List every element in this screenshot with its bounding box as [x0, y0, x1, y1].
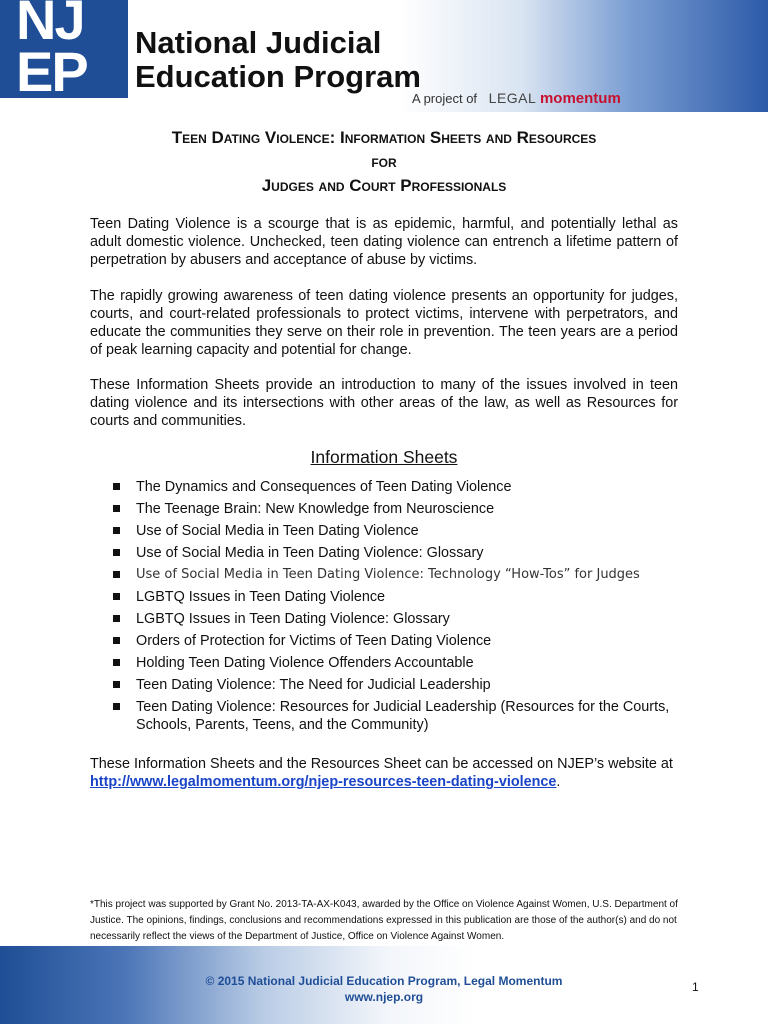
bullet-icon: [113, 703, 120, 710]
resources-link[interactable]: http://www.legalmomentum.org/njep-resources-teen-dating-violence: [90, 774, 557, 790]
list-item: [110, 632, 690, 650]
footer-website: www.njep.org: [344, 990, 424, 1004]
page-header: [0, 0, 768, 112]
logo-line-1: NJ: [16, 0, 84, 51]
list-item-text: Holding Teen Dating Violence Offenders Accountable: [136, 655, 474, 671]
list-item-text: Teen Dating Violence: The Need for Judicial Leadership: [136, 677, 491, 693]
list-item: [110, 566, 690, 584]
bullet-icon: [113, 527, 120, 534]
access-paragraph: [90, 755, 678, 791]
org-name-line-1: National Judicial: [135, 25, 382, 60]
logo-letters: [16, 0, 87, 98]
access-text: These Information Sheets and the Resources Sheet can be accessed on NJEP’s website at: [90, 756, 673, 772]
list-item-text: LGBTQ Issues in Teen Dating Violence: Glossary: [136, 611, 450, 627]
document-title: [60, 126, 708, 198]
copyright-text: © 2015 National Judicial Education Program, Legal Momentum: [205, 974, 563, 988]
information-sheets-heading: Information Sheets: [310, 447, 458, 467]
list-item-text: LGBTQ Issues in Teen Dating Violence: [136, 589, 386, 605]
project-prefix: A project of: [412, 91, 478, 106]
list-item-text: Use of Social Media in Teen Dating Violence: Glossary: [136, 545, 484, 561]
intro-paragraph-2: The rapidly growing awareness of teen dating violence presents an opportunity for judges, courts, and court-related professionals to protect victims, intervene with perpetrators, and educate the communities they serve on their role in prevention. The teen years are a period of peak learning capacity and potential for change.: [90, 288, 678, 358]
bullet-icon: [113, 637, 120, 644]
grant-footnote: *This project was supported by Grant No. 2013-TA-AX-K043, awarded by the Office on Violence Against Women, U.S. Department of Justice. The opinions, findings, conclusions and recommendations expressed in this publication are those of the author(s) and do not necessarily reflect the views of the Department of Justice, Office on Violence Against Women.: [90, 899, 678, 942]
list-item-text: Use of Social Media in Teen Dating Violence: Technology “How-Tos” for Judges: [136, 567, 640, 582]
title-line-2: for: [371, 152, 397, 171]
bullet-icon: [113, 615, 120, 622]
bullet-icon: [113, 593, 120, 600]
bullet-icon: [113, 659, 120, 666]
information-sheets-list: [110, 478, 690, 738]
bullet-icon: [113, 483, 120, 490]
legal-momentum-logo-momentum: momentum: [539, 90, 621, 107]
bullet-icon: [113, 549, 120, 556]
list-item-text: Teen Dating Violence: Resources for Judicial Leadership (Resources for the Courts, Schools, Parents, Teens, and the Community): [136, 699, 670, 733]
list-item: [110, 500, 690, 518]
list-item: [110, 610, 690, 628]
list-item-text: Use of Social Media in Teen Dating Violence: [136, 523, 419, 539]
list-item-text: The Dynamics and Consequences of Teen Dating Violence: [136, 479, 512, 495]
list-item: [110, 654, 690, 672]
njep-logo: [0, 0, 128, 98]
footer-copyright: [0, 973, 768, 1005]
page-number: 1: [692, 980, 699, 994]
list-item-text: Orders of Protection for Victims of Teen Dating Violence: [136, 633, 492, 649]
list-item: [110, 698, 690, 734]
list-item: [110, 588, 690, 606]
list-item-text: The Teenage Brain: New Knowledge from Neuroscience: [136, 501, 495, 517]
list-item: [110, 676, 690, 694]
intro-paragraph-1: Teen Dating Violence is a scourge that is as epidemic, harmful, and potentially lethal as adult domestic violence. Unchecked, teen dating violence can entrench a lifetime pattern of perpetration by abusers and acceptance of abuse by victims.: [90, 216, 678, 268]
title-line-3: Judges and Court Professionals: [261, 176, 507, 195]
list-item: [110, 544, 690, 562]
organization-name: [135, 26, 421, 94]
bullet-icon: [113, 681, 120, 688]
bullet-icon: [113, 505, 120, 512]
list-item: [110, 478, 690, 496]
legal-momentum-logo-legal: LEGAL: [488, 90, 537, 106]
project-of-line: [412, 90, 621, 107]
bullet-icon: [113, 571, 120, 578]
intro-paragraph-3: These Information Sheets provide an introduction to many of the issues involved in teen dating violence and its intersections with other areas of the law, as well as Resources for courts and communities.: [90, 377, 678, 429]
logo-line-2: EP: [16, 40, 87, 98]
list-item: [110, 522, 690, 540]
org-name-line-2: Education Program: [135, 59, 421, 94]
access-text-end: .: [556, 774, 561, 790]
title-line-1: Teen Dating Violence: Information Sheets and Resources: [171, 128, 597, 147]
